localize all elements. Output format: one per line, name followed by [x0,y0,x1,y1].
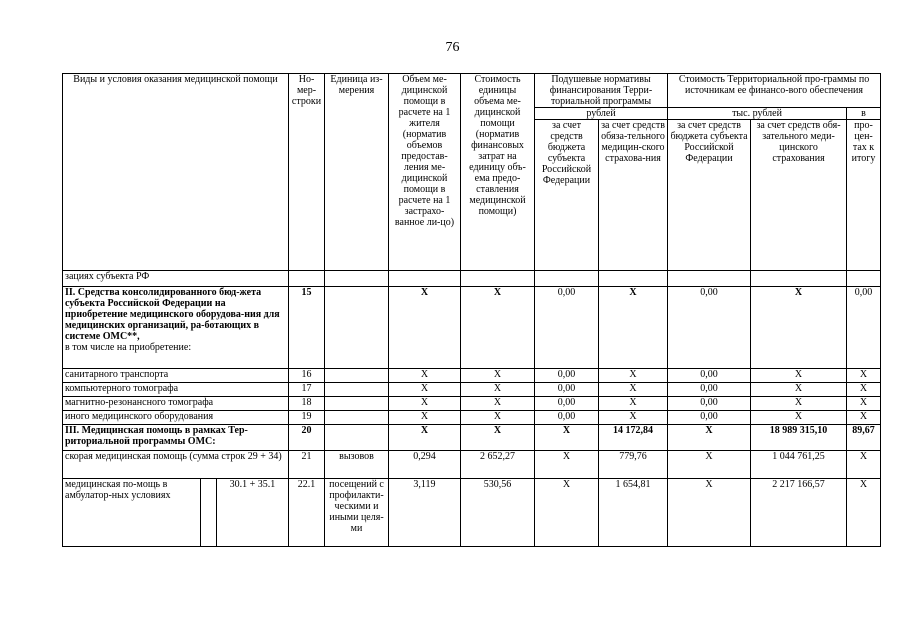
header-row-number: Но-мер-строки [289,74,325,271]
header-volume: Объем ме-дицинской помощи в расчете на 1 жителя (норматив объемов предостав-ления ме-дицинской помощи в расчете на 1 застрахо-ванное ли-цо) [389,74,461,271]
table-row: зациях субъекта РФ [63,271,881,287]
header-oms-thousands: за счет средств обя-зательного меди-цинского страхования [751,120,847,271]
page-number: 76 [445,40,460,55]
header-unit-cost: Стоимость единицы объема ме-дицинской помощи (норматив финансовых затрат на единицу объ-ема предо-ставления медицинской помощи) [461,74,535,271]
header-service-type: Виды и условия оказания медицинской помощи [63,74,289,271]
header-budget-rubles: за счет средств бюджета субъекта Российской Федерации [535,120,599,271]
table-row: иного медицинского оборудования 19 X X 0,00 X 0,00 X X [63,411,881,425]
header-unit-rubles: рублей [535,108,668,120]
header-per-capita-norms: Подушевые нормативы финансирования Терри-ториальной программы [535,74,668,108]
table-row: II. Средства консолидированного бюд-жета субъекта Российской Федерации на приобретение медицинского оборудова-ния для медицинских организаций, ра-ботающих в системе ОМС**, в том числе на приобретение: 15 X X 0,00 X 0,00 X 0,00 [63,287,881,369]
header-program-cost: Стоимость Территориальной про-граммы по источникам ее финансо-вого обеспечения [668,74,881,108]
table-row: санитарного транспорта 16 X X 0,00 X 0,00 X X [63,369,881,383]
header-budget-thousands: за счет средств бюджета субъекта Российской Федерации [668,120,751,271]
header-unit-thousand-rubles: тыс. рублей [668,108,847,120]
table-row: магнитно-резонансного томографа 18 X X 0,00 X 0,00 X X [63,397,881,411]
header-oms-rubles: за счет средств обяза-тельного медицин-ского страхова-ния [599,120,668,271]
table-row: III. Медицинская помощь в рамках Тер-риториальной программы ОМС: 20 X X X 14 172,84 X 18 989 315,10 89,67 [63,425,881,451]
table-row: медицинская по-мощь в амбулатор-ных условиях 30.1 + 35.1 22.1 посещений с профилакти-ческими и иными целя-ми 3,119 530,56 X 1 654,81 X 2 217 166,57 X [63,479,881,547]
header-unit: Единица из-мерения [325,74,389,271]
header-percent-top: в [847,108,881,120]
header-percent: про-цен-тах к итогу [847,120,881,271]
table-row: компьютерного томографа 17 X X 0,00 X 0,00 X X [63,383,881,397]
oms-financing-table [62,73,881,547]
table-row: скорая медицинская помощь (сумма строк 29 + 34) 21 вызовов 0,294 2 652,27 X 779,76 X 1 044 761,25 X [63,451,881,479]
